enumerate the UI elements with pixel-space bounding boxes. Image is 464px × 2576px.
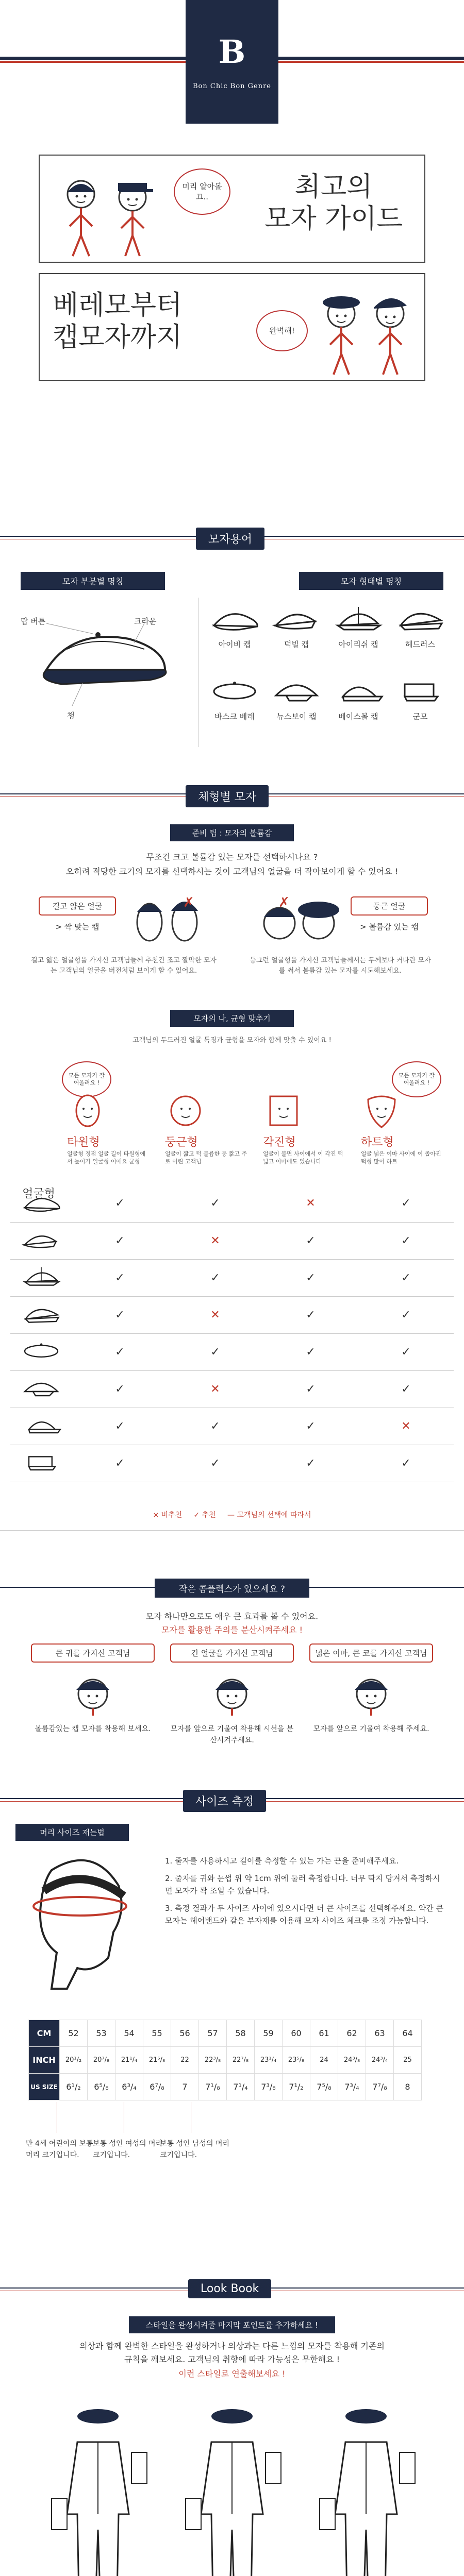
logo-mark: B xyxy=(218,33,246,71)
face-type-column xyxy=(165,1061,253,1180)
round-face-illustration xyxy=(258,891,340,948)
hat-type-item xyxy=(268,675,325,722)
fit-row xyxy=(10,1445,454,1482)
fit-row-hat xyxy=(10,1445,72,1482)
fit-legend xyxy=(0,1510,464,1520)
intro-title-1 xyxy=(256,171,411,235)
intro-title-2 xyxy=(53,290,238,353)
comic-panel-2 xyxy=(39,273,425,381)
types-header: 모자 형태별 명칭 xyxy=(299,572,443,590)
lookbook-text-2: 규칙을 깨보세요. 고객님의 취향에 따라 가능성은 무한해요 ! xyxy=(124,2354,340,2364)
tip-1-label: 준비 팁 : 모자의 볼륨감 xyxy=(170,824,294,841)
size-cell: 24³/₈ xyxy=(338,2047,366,2074)
size-cell: 22⁷/₈ xyxy=(227,2047,255,2074)
face-bubble: 모든 모자가 잘 어울려요 ! xyxy=(392,1061,441,1097)
section-title-lookbook: Look Book xyxy=(188,2279,271,2298)
check-icon: ✓ xyxy=(263,1333,358,1370)
face-shape-icon xyxy=(366,1092,397,1131)
basque-beret-icon xyxy=(209,699,260,708)
check-icon: ✓ xyxy=(168,1408,263,1445)
size-cell: 23⁵/₈ xyxy=(283,2047,310,2074)
size-row xyxy=(29,2074,422,2100)
size-cell: 8 xyxy=(394,2074,422,2100)
check-icon: ✓ xyxy=(358,1333,454,1370)
check-icon: ✓ xyxy=(358,1259,454,1296)
cross-icon: ✕ xyxy=(168,1222,263,1259)
size-row-label: INCH xyxy=(29,2047,60,2074)
fit-row xyxy=(10,1259,454,1296)
size-cell: 61 xyxy=(310,2020,338,2047)
cap-icon xyxy=(21,1353,62,1366)
check-icon: ✓ xyxy=(263,1296,358,1333)
size-cell: 7³/₈ xyxy=(255,2074,283,2100)
size-cell: 7 xyxy=(171,2074,199,2100)
size-note: 만 4세 어린이의 보통 머리 크기입니다. xyxy=(26,2140,93,2159)
size-cell: 6³/₄ xyxy=(115,2074,143,2100)
size-table xyxy=(28,2020,422,2100)
check-icon: ✓ xyxy=(358,1222,454,1259)
cross-icon: ✕ xyxy=(168,1370,263,1408)
size-cell: 24 xyxy=(310,2047,338,2074)
hat-type-label: 군모 xyxy=(412,712,428,721)
check-icon: ✓ xyxy=(358,1370,454,1408)
size-cell: 25 xyxy=(394,2047,422,2074)
tip-1-text-2: 오히려 적당한 크기의 모자를 선택하시는 것이 고객님의 얼굴을 더 작아보이게 할 수 있어요 ! xyxy=(65,867,399,876)
lookbook-banner: 스타일을 완성시켜줄 마지막 포인트를 추가하세요 ! xyxy=(129,2316,335,2333)
size-cell: 7⁵/₈ xyxy=(310,2074,338,2100)
check-icon: ✓ xyxy=(168,1259,263,1296)
check-icon: ✓ xyxy=(263,1408,358,1445)
fit-row xyxy=(10,1296,454,1333)
size-note: 보통 성인 여성의 머리 크기입니다. xyxy=(93,2140,163,2159)
legend-recommended: ✓ 추천 xyxy=(193,1511,216,1519)
hat-type-item xyxy=(206,675,263,722)
speech-bubble-2: 완벽해! xyxy=(256,310,308,351)
face-type-column xyxy=(361,1061,449,1180)
check-icon: ✓ xyxy=(263,1445,358,1482)
complex-face-illustration xyxy=(206,1669,258,1718)
ivy-cap-icon xyxy=(209,626,260,636)
title-line-1: 최고의 xyxy=(294,172,373,202)
hat-type-label: 덕빌 캡 xyxy=(284,640,309,649)
legend-optional: — 고객님의 선택에 따라서 xyxy=(227,1511,311,1519)
size-cell: 6¹/₂ xyxy=(60,2074,88,2100)
hat-type-item xyxy=(330,603,387,650)
face-type-column xyxy=(263,1061,351,1180)
cap-icon xyxy=(21,1205,62,1217)
size-cell: 7¹/₈ xyxy=(199,2074,227,2100)
face-shape-icon xyxy=(268,1092,299,1131)
cap-icon xyxy=(21,1316,62,1329)
part-label-crown: 크라운 xyxy=(134,617,157,626)
size-cell: 7¹/₄ xyxy=(227,2074,255,2100)
fit-row-hat xyxy=(10,1370,72,1408)
check-icon: ✓ xyxy=(168,1333,263,1370)
size-cell: 20⁷/₈ xyxy=(88,2047,115,2074)
tip-1-text-1: 무조건 크고 볼륨감 있는 모자를 선택하시나요 ? xyxy=(146,852,318,862)
size-cell: 24³/₄ xyxy=(366,2047,394,2074)
check-icon: ✓ xyxy=(168,1185,263,1222)
face-type-column xyxy=(67,1061,155,1180)
tip-2-text: 고객님의 두드러진 얼굴 특징과 균형을 모자와 함께 맞출 수 있어요 ! xyxy=(132,1037,332,1044)
newsboy-cap-icon xyxy=(271,699,322,708)
fit-row xyxy=(10,1370,454,1408)
fit-row-hat xyxy=(10,1333,72,1370)
size-cell: 22³/₈ xyxy=(199,2047,227,2074)
check-icon: ✓ xyxy=(72,1296,168,1333)
size-cell: 22 xyxy=(171,2047,199,2074)
size-cell: 53 xyxy=(88,2020,115,2047)
hat-type-label: 뉴스보이 캡 xyxy=(276,712,317,721)
complex-pill: 큰 귀를 가지신 고객님 xyxy=(31,1643,155,1663)
size-cell: 59 xyxy=(255,2020,283,2047)
cap-icon xyxy=(21,1390,62,1403)
check-icon: ✓ xyxy=(358,1296,454,1333)
outfit-illustration xyxy=(309,2396,423,2576)
face-fit-table xyxy=(10,1185,454,1482)
measure-header: 머리 사이즈 재는법 xyxy=(15,1824,129,1841)
hat-type-item xyxy=(330,675,387,722)
size-cell: 6⁵/₈ xyxy=(88,2074,115,2100)
long-face-tag: 길고 얇은 얼굴 xyxy=(39,896,116,916)
size-cell: 21¹/₄ xyxy=(115,2047,143,2074)
measure-step-3: 3. 측정 결과가 두 사이즈 사이에 있으시다면 더 큰 사이즈를 선택해주세요. 약간 큰 모자는 헤어밴드와 같은 부자재를 이용해 모자 사이즈 체크를 조정 가능합니다. xyxy=(165,1904,443,1925)
two-boys-hats-illustration xyxy=(313,277,421,380)
military-cap-icon xyxy=(394,699,446,708)
size-note: 보통 성인 남성의 머리 크기입니다. xyxy=(160,2140,230,2159)
section-title-size: 사이즈 측정 xyxy=(183,1790,266,1812)
speech-bubble-1: 미리 알아볼끄.. xyxy=(174,168,230,215)
outfit-illustration xyxy=(175,2396,289,2576)
face-shape-icon xyxy=(72,1092,103,1131)
check-icon: ✓ xyxy=(72,1333,168,1370)
cross-icon: ✕ xyxy=(263,1185,358,1222)
section-title-face: 체형별 모자 xyxy=(186,785,269,807)
two-boys-illustration xyxy=(50,158,174,261)
size-cell: 58 xyxy=(227,2020,255,2047)
size-cell: 7³/₄ xyxy=(338,2074,366,2100)
size-cell: 60 xyxy=(283,2020,310,2047)
round-face-note: 둥그런 얼굴형을 가지신 고객님들께서는 두께보다 커다란 모자를 써서 볼륨감 있는 모자를 시도해보세요. xyxy=(250,957,431,975)
face-type-desc: 얼굴형 정점 얼굴 길이 타원형에서 높이가 얼굴형 이에요 균형 xyxy=(67,1150,146,1165)
outfit-illustration xyxy=(41,2396,155,2576)
complex-text-2: 모자를 활용한 주의를 분산시켜주세요 ! xyxy=(161,1625,303,1635)
long-face-result: > 짝 맞는 캡 xyxy=(55,922,100,931)
size-cell: 63 xyxy=(366,2020,394,2047)
face-bubble: 모든 모자가 잘 어울려요 ! xyxy=(62,1061,111,1097)
face-type-name: 타원형 xyxy=(67,1136,100,1149)
fit-row xyxy=(10,1185,454,1222)
complex-note: 모자를 앞으로 기울여 착용해 시선을 분산시켜주세요. xyxy=(170,1725,294,1744)
round-face-tag: 둥근 얼굴 xyxy=(351,896,428,916)
legend-not-recommended: × 비추천 xyxy=(153,1511,183,1519)
fit-row-hat xyxy=(10,1259,72,1296)
face-type-desc: 얼굴이 짧고 턱 볼륨한 둥 짧고 주로 어린 고객님 xyxy=(165,1150,247,1165)
check-icon: ✓ xyxy=(72,1445,168,1482)
title-line-3: 베레모부터 xyxy=(53,290,183,321)
parts-header: 모자 부분별 명칭 xyxy=(21,572,165,590)
check-icon: ✓ xyxy=(72,1408,168,1445)
hat-type-label: 헤드러스 xyxy=(405,640,435,649)
check-icon: ✓ xyxy=(72,1259,168,1296)
check-icon: ✓ xyxy=(72,1370,168,1408)
size-cell: 7¹/₂ xyxy=(283,2074,310,2100)
fit-row-hat xyxy=(10,1222,72,1259)
size-row xyxy=(29,2047,422,2074)
lookbook-text-1: 의상과 함께 완벽한 스타일을 완성하거나 의상과는 다른 느낌의 모자를 착용해 기존의 xyxy=(79,2341,385,2351)
complex-face-illustration xyxy=(67,1669,119,1718)
section-title-complex: 작은 콤플렉스가 있으세요 ? xyxy=(155,1579,309,1598)
lookbook-text-3: 이런 스타일로 연출해보세요 ! xyxy=(178,2369,286,2379)
check-icon: ✓ xyxy=(72,1185,168,1222)
svg-text:✗: ✗ xyxy=(183,895,194,910)
title-line-2: 모자 가이드 xyxy=(264,204,403,234)
size-row xyxy=(29,2020,422,2047)
face-type-desc: 얼굴이 볼면 사이에서 이 각진 턱 넓고 이마에도 있습니다 xyxy=(263,1150,343,1165)
cap-icon xyxy=(21,1427,62,1440)
baseball-cap-icon xyxy=(333,699,384,708)
hat-type-item xyxy=(392,675,449,722)
outfit-card xyxy=(41,2396,155,2576)
check-icon: ✓ xyxy=(263,1222,358,1259)
check-icon: ✓ xyxy=(168,1445,263,1482)
face-type-name: 둥근형 xyxy=(165,1136,198,1149)
check-icon: ✓ xyxy=(358,1185,454,1222)
cross-icon: ✕ xyxy=(168,1296,263,1333)
face-type-desc: 얼굴 넓은 이마 사이에 이 좁아진 턱형 많이 하트 xyxy=(361,1150,441,1165)
hat-type-item xyxy=(206,603,263,650)
outfit-card xyxy=(309,2396,423,2576)
svg-text:✗: ✗ xyxy=(278,895,290,910)
long-face-note: 길고 얇은 얼굴형을 가지신 고객님들께 추천건 조고 짤막한 모자는 고객님의 얼굴을 버전처럼 보이게 할 수 있어요. xyxy=(31,957,217,975)
long-face-illustration xyxy=(124,891,206,948)
hat-type-item xyxy=(392,603,449,650)
size-cell: 62 xyxy=(338,2020,366,2047)
face-type-name: 하트형 xyxy=(361,1136,394,1149)
face-type-name: 각진형 xyxy=(263,1136,296,1149)
face-shape-icon xyxy=(170,1092,201,1131)
size-cell: 57 xyxy=(199,2020,227,2047)
size-cell: 52 xyxy=(60,2020,88,2047)
duckbill-cap-icon xyxy=(271,626,322,636)
brand-name: Bon Chic Bon Genre xyxy=(192,82,272,90)
complex-pill: 긴 얼굴을 가지신 고객님 xyxy=(170,1643,294,1663)
size-cell: 21⁵/₈ xyxy=(143,2047,171,2074)
brand-logo xyxy=(186,0,278,124)
vertical-divider xyxy=(198,598,199,747)
outfit-card xyxy=(175,2396,289,2576)
check-icon: ✓ xyxy=(358,1445,454,1482)
head-measure-illustration xyxy=(15,1850,144,1999)
size-cell: 54 xyxy=(115,2020,143,2047)
check-icon: ✓ xyxy=(263,1259,358,1296)
complex-pill: 넓은 이마, 큰 코를 가지신 고객님 xyxy=(309,1643,433,1663)
complex-face-illustration xyxy=(345,1669,397,1718)
size-cell: 56 xyxy=(171,2020,199,2047)
cross-icon: ✕ xyxy=(358,1408,454,1445)
measure-steps xyxy=(165,1855,443,1927)
check-icon: ✓ xyxy=(72,1222,168,1259)
part-label-brim: 챙 xyxy=(67,711,75,720)
tip-2-label: 모자의 나, 균형 맞추기 xyxy=(170,1010,294,1027)
part-label-top-button: 탑 버튼 xyxy=(21,617,46,626)
size-cell: 55 xyxy=(143,2020,171,2047)
fit-row-hat xyxy=(10,1296,72,1333)
fit-row xyxy=(10,1222,454,1259)
hat-type-label: 아이리쉬 캡 xyxy=(338,640,378,649)
fit-row xyxy=(10,1408,454,1445)
section-title-terms: 모자용어 xyxy=(196,528,264,550)
hat-type-label: 바스크 베레 xyxy=(214,712,255,721)
size-cell: 23¹/₄ xyxy=(255,2047,283,2074)
face-row-label: 얼굴형 xyxy=(22,1188,55,1200)
title-line-4: 캡모자까지 xyxy=(53,322,183,353)
hat-type-item xyxy=(268,603,325,650)
round-face-result: > 볼륨감 있는 캡 xyxy=(360,922,419,931)
size-cell: 20¹/₂ xyxy=(60,2047,88,2074)
size-row-label: US SIZE xyxy=(29,2074,60,2100)
fit-row xyxy=(10,1333,454,1370)
cap-icon xyxy=(21,1242,62,1255)
size-cell: 64 xyxy=(394,2020,422,2047)
size-cell: 7⁷/₈ xyxy=(366,2074,394,2100)
hat-type-label: 베이스볼 캡 xyxy=(338,712,378,721)
size-cell: 6⁷/₈ xyxy=(143,2074,171,2100)
comic-panel-1 xyxy=(39,155,425,263)
cap-icon xyxy=(21,1464,62,1477)
irish-cap-icon xyxy=(333,626,384,636)
complex-note: 볼륨감있는 캡 모자를 착용해 보세요. xyxy=(35,1725,151,1733)
check-icon: ✓ xyxy=(263,1370,358,1408)
size-row-label: CM xyxy=(29,2020,60,2047)
fit-row-hat xyxy=(10,1408,72,1445)
measure-step-1: 1. 줄자를 사용하시고 길이를 측정할 수 있는 가는 끈을 준비해주세요. xyxy=(165,1856,399,1866)
section-divider-light xyxy=(0,1530,464,1531)
measure-step-2: 2. 줄자를 귀와 눈썹 위 약 1cm 위에 둘러 측정합니다. 너무 딱지 당겨서 측정하시면 모자가 꽉 조일 수 있습니다. xyxy=(165,1874,440,1895)
complex-note: 모자를 앞으로 기울여 착용해 주세요. xyxy=(313,1725,429,1733)
hat-type-label: 아이비 캡 xyxy=(218,640,251,649)
complex-text-1: 모자 하나만으로도 애우 큰 효과를 볼 수 있어요. xyxy=(145,1612,319,1621)
headrush-cap-icon xyxy=(394,626,446,636)
cap-icon xyxy=(21,1279,62,1292)
